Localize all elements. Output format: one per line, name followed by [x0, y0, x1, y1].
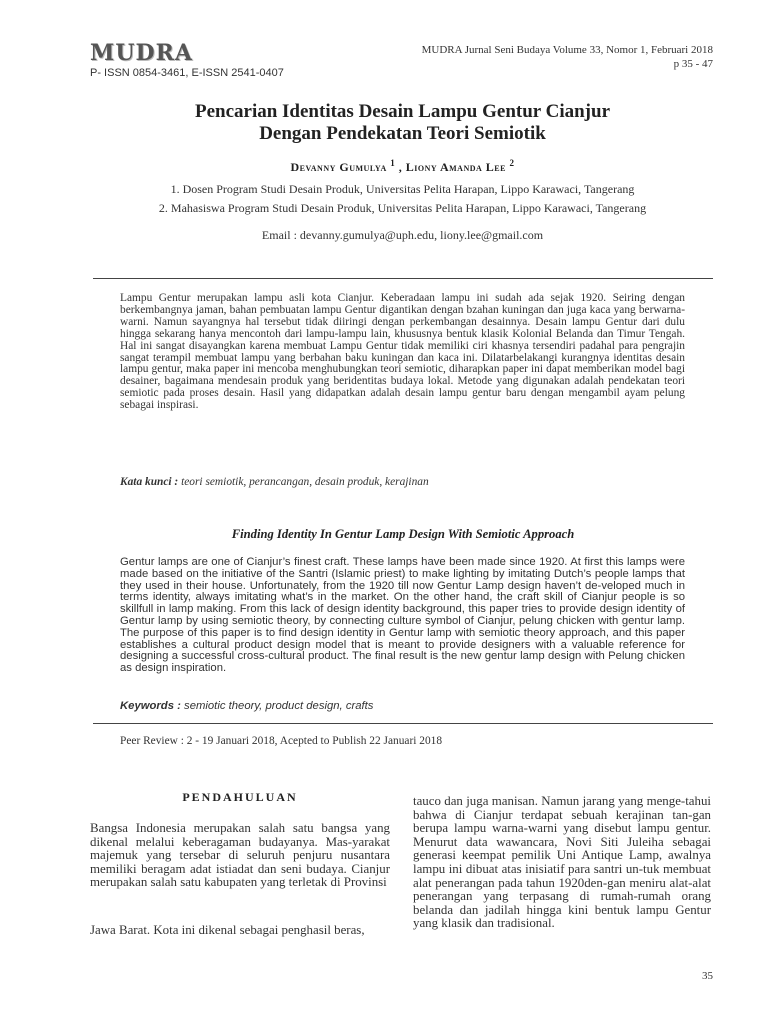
kata-kunci	[120, 476, 685, 488]
peer-review-line: Peer Review : 2 - 19 Januari 2018, Acepted to Publish 22 Januari 2018	[120, 735, 443, 747]
english-keywords-label: Keywords :	[120, 700, 181, 712]
author-2-sup: 2	[509, 158, 515, 168]
english-keywords	[120, 700, 373, 712]
authors	[90, 158, 715, 175]
author-2: , Liony Amanda Lee	[398, 160, 506, 174]
author-1-sup: 1	[390, 158, 396, 168]
issn-line: P- ISSN 0854-3461, E-ISSN 2541-0407	[90, 67, 284, 79]
paper-title-line2: Dengan Pendekatan Teori Semiotik	[259, 123, 546, 144]
journal-volume-line: MUDRA Jurnal Seni Budaya Volume 33, Nomor 1, Februari 2018	[421, 44, 713, 56]
email-line: Email : devanny.gumulya@uph.edu, liony.lee@gmail.com	[261, 228, 544, 242]
paper-title	[90, 101, 715, 145]
kata-kunci-values: teori semiotik, perancangan, desain produk, kerajinan	[178, 476, 429, 488]
author-1: Devanny Gumulya	[290, 160, 387, 174]
section-heading: PENDAHULUAN	[182, 790, 298, 804]
divider-bottom	[93, 723, 713, 724]
journal-info	[422, 43, 713, 71]
divider-top	[93, 278, 713, 279]
affiliation-1: 1. Dosen Program Studi Desain Produk, Universitas Pelita Harapan, Lippo Karawaci, Tangerang	[170, 182, 635, 196]
english-abstract-text: Gentur lamps are one of Cianjur’s finest craft. These lamps have been made since 1920. At first this lamps were made based on the initiative of the Santri (Islamic priest) to make lighting by imitating Dutch’s people lamps that they used in their house. Unfortunately, from the 1920 till now Gentur Lamp design haven’t de-veloped much in terms identity, always imitating what’s in the market. On the other hand, the craft skill of Cianjur people is so skillfull in lamp making. From this lack of design identity background, this paper tries to provide design identity of Gentur lamp by using semiotic theory, by connecting culture symbol of Cianjur, pelung chicken with gentur lamp. The purpose of this paper is to find design identity in Gentur lamp with semiotic theory approach, and this paper establishes a cultural product design model that is meant to provide designers with a valuable reference for designing a successful cross-cultural product. The final result is the new gentur lamp design with Pelung chicken as design inspiration.	[120, 556, 685, 675]
english-keywords-values: semiotic theory, product design, crafts	[180, 700, 374, 712]
paper-title-line1: Pencarian Identitas Desain Lampu Gentur Cianjur	[194, 101, 611, 122]
journal-logo: MUDRA	[90, 40, 193, 66]
journal-pages-line: p 35 - 47	[673, 58, 713, 70]
kata-kunci-label: Kata kunci :	[120, 476, 179, 488]
page-number: 35	[702, 970, 713, 982]
english-title: Finding Identity In Gentur Lamp Design With Semiotic Approach	[231, 527, 575, 541]
body-right-paragraph: tauco dan juga manisan. Namun jarang yang menge-tahui bahwa di Cianjur terdapat sebuah kerajinan tan-gan berupa lampu warna-warni yang disebut lampu gentur. Menurut data wawancara, Novi Siti Juleiha sebagai generasi keempat pemilik Uni Antique Lamp, awalnya lampu ini dibuat atas inisiatif para santri un-tuk membuat alat penerangan pada tahun 1920den-gan meniru alat-alat penerangan yang terpasang di rumah-rumah orang belanda dan jadilah hingga kini bentuk lampu Gentur yang klasik dan tradisional.	[413, 794, 711, 931]
body-left-paragraph-1: Bangsa Indonesia merupakan salah satu bangsa yang dikenal melalui keberagaman budayanya. Mas-yarakat majemuk yang tersebar di seluruh penjuru nusantara memiliki beragam adat istiadat dan seni budaya. Cianjur merupakan salah satu kabupaten yang terletak di Provinsi	[90, 821, 390, 890]
body-left-paragraph-2: Jawa Barat. Kota ini dikenal sebagai penghasil beras,	[90, 923, 365, 937]
affiliation-2: 2. Mahasiswa Program Studi Desain Produk, Universitas Pelita Harapan, Lippo Karawaci, Tangerang	[158, 201, 647, 215]
abstrak-text: Lampu Gentur merupakan lampu asli kota Cianjur. Keberadaan lampu ini sudah ada sejak 1920. Seiring dengan berkembangnya jaman, bahan pembuatan lampu Gentur digantikan dengan bzahan kuningan dan juga kaca yang berwarna-warni. Namun sayangnya hal tersebut tidak diiringi dengan perkembangan desainnya. Desain lampu Gentur dari dulu hingga sekarang hanya mencontoh dari lampu-lampu lain, khususnya bentuk klasik Kolonial Belanda dan Timur Tengah. Hal ini sangat disayangkan karena membuat Lampu Gentur tidak memiliki ciri khasnya tersendiri padahal para pengrajin sangat terampil membuat lampu yang berbahan baku kuningan dan kaca ini. Dilatarbelakangi kurangnya identitas desain lampu gentur, maka paper ini mencoba menghubungkan teori semiotic, diharapkan paper ini dapat memberikan model bagi desainer, bagaimana mendesain produk yang beridentitas budaya lokal. Metode yang digunakan adalah pendekatan teori semiotic pada proses desain. Hasil yang didapatkan adalah desain lampu gentur baru dengan mengambil ayam pelung sebagai inspirasi.	[120, 292, 685, 412]
